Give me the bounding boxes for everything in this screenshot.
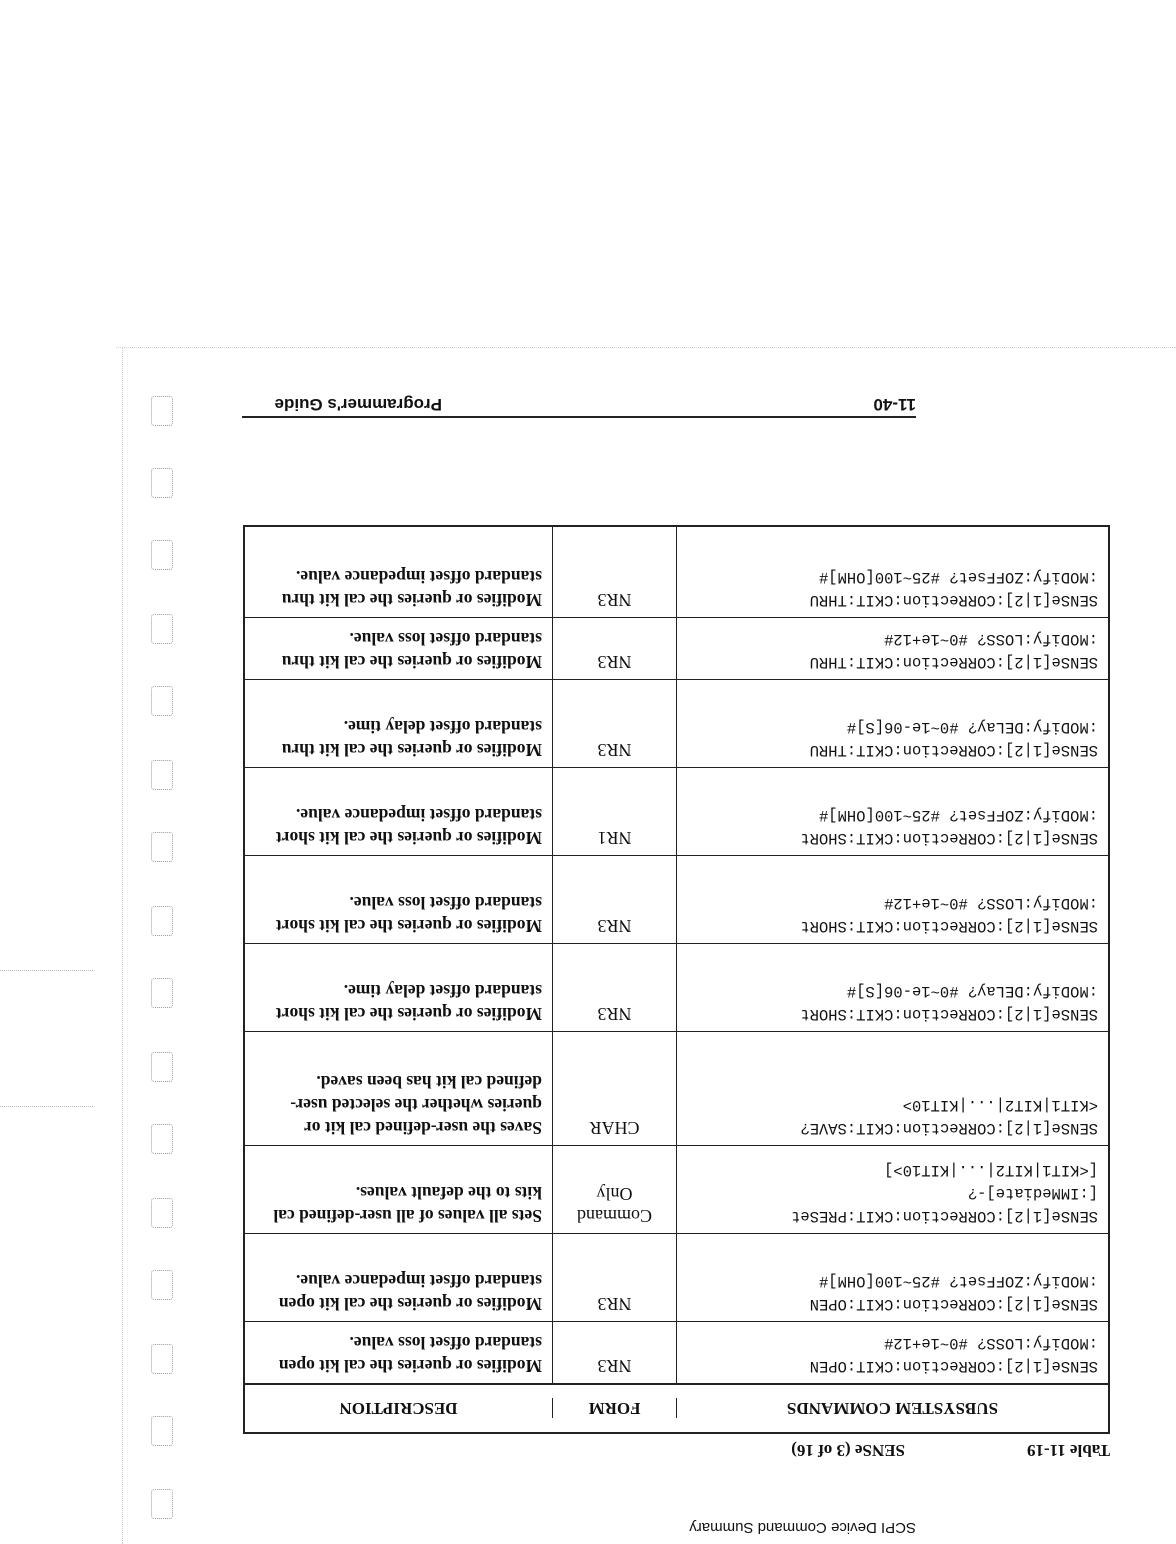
punch-hole [151, 978, 173, 1008]
punch-hole [151, 468, 173, 498]
header-description: DESCRIPTION [339, 1399, 458, 1419]
command-table [243, 525, 1110, 1434]
command-cell: SENSe[1|2]:CORRection:CKIT:PRESet [:IMMediate]-? [<KIT1|KIT2|...|KIT10>] [676, 1146, 1108, 1233]
punch-hole [151, 1124, 173, 1154]
command-cell: SENSe[1|2]:CORRection:CKIT:OPEN :MODify:ZOFFset? #25~100[OHM]# [676, 1234, 1108, 1321]
table-row [245, 943, 1108, 1031]
punch-hole [151, 1344, 173, 1374]
description-cell: Modifies or queries the cal kit short standard offset delay time. [275, 981, 542, 1024]
punch-hole [151, 906, 173, 936]
command-cell: SENSe[1|2]:CORRection:CKIT:SAVE? <KIT1|KIT2|...|KIT10> [676, 1032, 1108, 1145]
description-cell: Modifies or queries the cal kit short standard offset impedance value. [275, 805, 542, 848]
description-cell: Modifies or queries the cal kit thru standard offset delay time. [281, 717, 542, 760]
punch-hole [151, 1270, 173, 1300]
table-row [245, 1145, 1108, 1233]
page-edge-vertical [122, 348, 123, 1544]
table-row [245, 1031, 1108, 1145]
table-subtitle: SENSe (3 of 16) [791, 1441, 905, 1460]
description-cell: Modifies or queries the cal kit thru standard offset loss value. [281, 629, 542, 672]
form-cell: NR3 [552, 944, 676, 1031]
form-cell: NR3 [552, 1234, 676, 1321]
form-cell: NR3 [552, 1322, 676, 1383]
header-commands: SUBSYSTEM COMMANDS [676, 1399, 1108, 1419]
punch-hole [151, 396, 173, 426]
footer-title: SCPI Device Command Summary [689, 1519, 916, 1536]
form-cell: NR3 [552, 527, 676, 617]
table-header-row [245, 1383, 1108, 1432]
punch-hole [151, 540, 173, 570]
table-row [245, 855, 1108, 943]
guide-title: Programmer's Guide [274, 395, 442, 414]
description-cell: Modifies or queries the cal kit open standard offset impedance value. [278, 1271, 542, 1314]
command-cell: SENSe[1|2]:CORRection:CKIT:SHORt :MODify:ZOFFset? #25~100[OHM]# [676, 768, 1108, 855]
table-row [245, 617, 1108, 679]
table-row [245, 1321, 1108, 1383]
form-cell: NR1 [552, 768, 676, 855]
form-cell: Command Only [552, 1146, 676, 1233]
punch-hole [151, 686, 173, 716]
punch-hole [151, 760, 173, 790]
form-cell: NR3 [552, 680, 676, 767]
description-cell: Modifies or queries the cal kit open standard offset loss value. [278, 1333, 542, 1376]
page-number: 11-40 [873, 395, 916, 414]
punch-hole [151, 1416, 173, 1446]
table-row [245, 767, 1108, 855]
page-edge-horizontal [116, 347, 1176, 348]
header-form: FORM [552, 1399, 676, 1419]
table-caption [750, 1440, 1110, 1460]
description-cell: Modifies or queries the cal kit thru standard offset impedance value. [281, 567, 542, 610]
punch-hole [151, 1052, 173, 1082]
command-cell: SENSe[1|2]:CORRection:CKIT:SHORt :MODify:DELay? #0~1e-06[S]# [676, 944, 1108, 1031]
punch-hole [151, 1198, 173, 1228]
punch-hole [151, 614, 173, 644]
margin-line [0, 970, 93, 971]
table-row [245, 1233, 1108, 1321]
table-row [245, 527, 1108, 617]
description-cell: Sets all values of all user-defined cal kits to the default values. [273, 1183, 542, 1226]
description-cell: Saves the user-defined cal kit or queries whether the selected user-defined cal kit has been saved. [290, 1072, 542, 1138]
table-row [245, 679, 1108, 767]
form-cell: NR3 [552, 856, 676, 943]
punch-hole [151, 832, 173, 862]
form-cell: NR3 [552, 618, 676, 679]
command-cell: SENSe[1|2]:CORRection:CKIT:THRU :MODify:LOSS? #0~1e+12# [676, 618, 1108, 679]
command-cell: SENSe[1|2]:CORRection:CKIT:THRU :MODify:DELay? #0~1e-06[S]# [676, 680, 1108, 767]
command-cell: SENSe[1|2]:CORRection:CKIT:THRU :MODify:ZOFFset? #25~100[OHM]# [676, 527, 1108, 617]
description-cell: Modifies or queries the cal kit short standard offset loss value. [275, 893, 542, 936]
command-cell: SENSe[1|2]:CORRection:CKIT:OPEN :MODify:LOSS? #0~1e+12# [676, 1322, 1108, 1383]
margin-line [0, 1106, 93, 1107]
punch-hole [151, 1489, 173, 1519]
table-label: Table 11-19 [1027, 1441, 1110, 1460]
form-cell: CHAR [552, 1032, 676, 1145]
header-rule [242, 416, 916, 418]
command-cell: SENSe[1|2]:CORRection:CKIT:SHORt :MODify:LOSS? #0~1e+12# [676, 856, 1108, 943]
